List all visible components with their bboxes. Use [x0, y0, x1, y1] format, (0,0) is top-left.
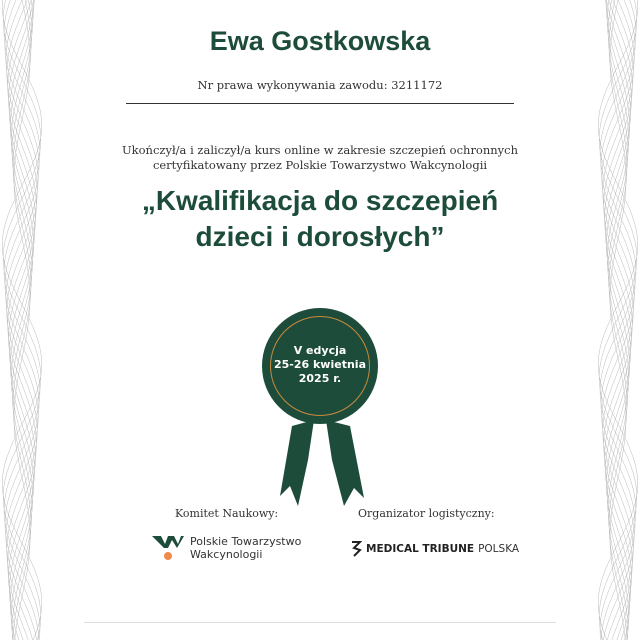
ptw-logo-icon [152, 535, 184, 561]
title-line: dzieci i dorosłych” [195, 221, 445, 252]
right-guilloche-border [580, 0, 640, 640]
medical-tribune-bold: MEDICAL TRIBUNE [366, 543, 475, 555]
left-guilloche-border [0, 0, 60, 640]
ribbon-tails-icon [278, 420, 368, 510]
description-line: certyfikatowany przez Polskie Towarzystwo Wakcynologii [152, 158, 488, 172]
ptw-name-line: Polskie Towarzystwo [190, 535, 302, 548]
license-value: 3211172 [391, 78, 443, 92]
logistics-organizer-label: Organizator logistyczny: [358, 507, 495, 520]
medical-tribune-icon [350, 540, 362, 558]
description-line: Ukończył/a i zaliczył/a kurs online w zakresie szczepień ochronnych [121, 143, 519, 157]
title-line: „Kwalifikacja do szczepień [141, 185, 499, 216]
medical-tribune-logo [350, 540, 519, 558]
divider [126, 103, 514, 104]
bottom-divider [84, 622, 556, 623]
recipient-name: Ewa Gostkowska [209, 26, 431, 56]
license-label: Nr prawa wykonywania zawodu: [197, 78, 388, 92]
medical-tribune-light: POLSKA [478, 543, 520, 555]
ptw-name-line: Wakcynologii [190, 548, 263, 561]
scientific-committee-label: Komitet Naukowy: [175, 507, 279, 520]
ptw-logo [152, 535, 301, 561]
badge-year: 2025 r. [298, 372, 342, 385]
badge-edition: V edycja [293, 344, 347, 357]
license-number [0, 78, 640, 92]
edition-badge [262, 308, 378, 424]
badge-dates: 25-26 kwietnia [273, 358, 366, 371]
course-description [0, 143, 640, 173]
course-title [0, 183, 640, 255]
